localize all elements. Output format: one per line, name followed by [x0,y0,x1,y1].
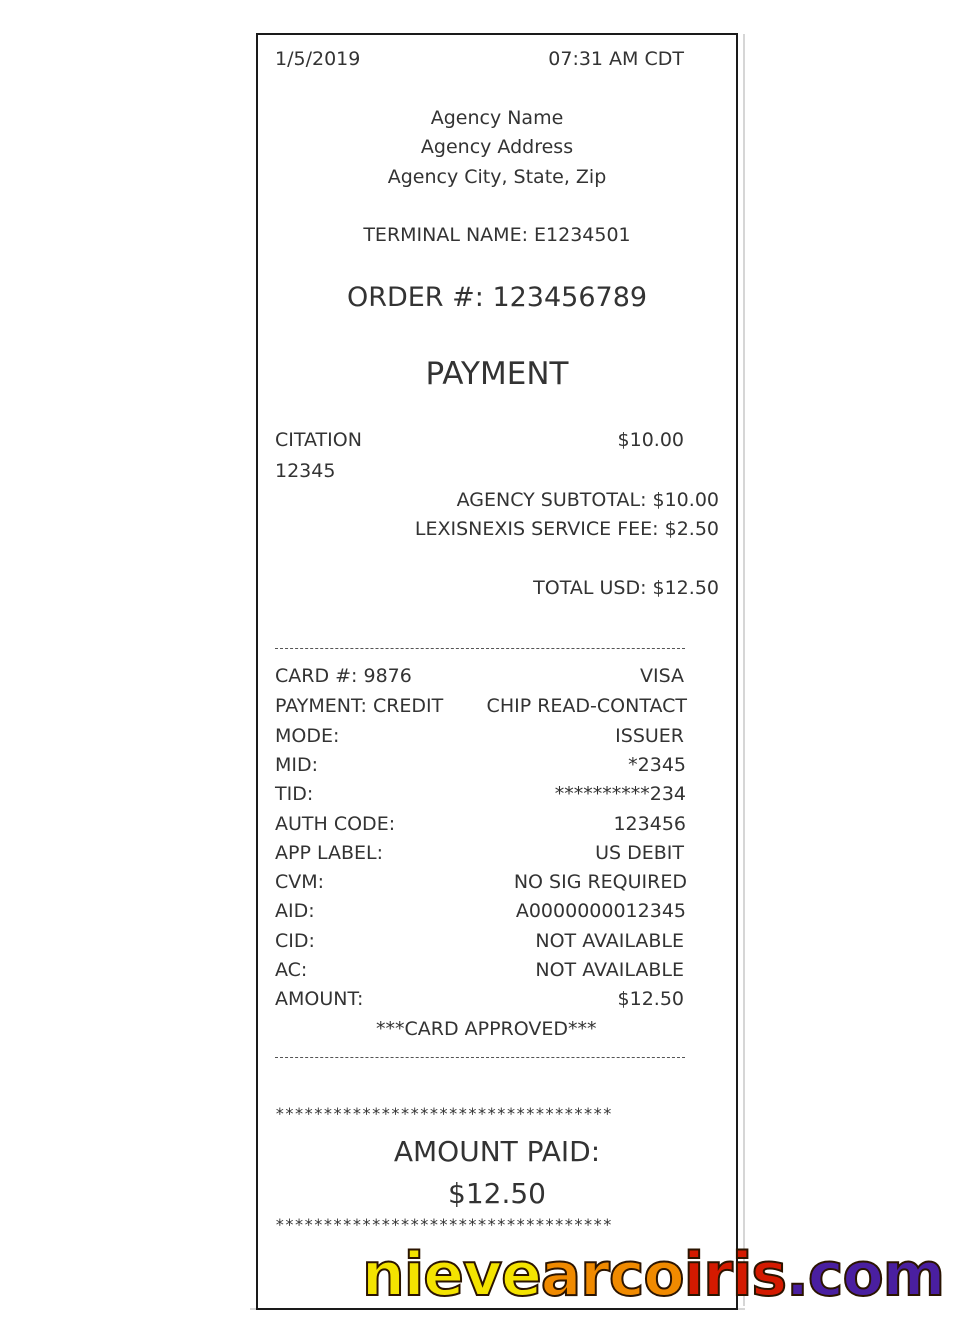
dashed-divider-top [275,648,685,649]
receipt-shadow-right [743,34,745,1306]
agency-name: Agency Name [430,107,564,129]
card-detail-label: AC: [275,959,308,981]
card-detail-value: *2345 [628,754,686,776]
card-detail-value: A0000000012345 [515,900,686,922]
card-detail-value: VISA [639,665,684,687]
star-rule-bottom: *********************************** [275,1216,613,1234]
agency-address: Agency Address [420,136,574,158]
receipt-time: 07:31 AM CDT [548,48,684,70]
card-detail-label: MID: [275,754,319,776]
card-detail-label: AUTH CODE: [275,813,396,835]
amount-paid-value: $12.50 [448,1177,546,1210]
payment-heading: PAYMENT [425,356,569,392]
line-item-label: CITATION [275,429,362,451]
line-item-amount: $10.00 [617,429,684,451]
dashed-divider-bottom [275,1057,685,1058]
receipt [256,33,738,1310]
receipt-date: 1/5/2019 [275,48,361,70]
star-rule-top: *********************************** [275,1105,613,1123]
card-detail-label: PAYMENT: CREDIT [275,695,444,717]
card-detail-label: CARD #: 9876 [275,665,412,687]
card-detail-label: TID: [275,783,314,805]
card-detail-value: $12.50 [617,988,684,1010]
card-detail-label: CID: [275,930,315,952]
total-usd: TOTAL USD: $12.50 [533,577,719,599]
card-detail-value: **********234 [554,783,686,805]
card-detail-label: MODE: [275,725,340,747]
card-detail-label: APP LABEL: [275,842,383,864]
card-detail-value: US DEBIT [595,842,684,864]
card-detail-label: CVM: [275,871,325,893]
watermark-logo: nievearcoiris.com [362,1240,945,1310]
card-detail-value: NOT AVAILABLE [535,959,684,981]
card-detail-value: ISSUER [615,725,684,747]
amount-paid-label: AMOUNT PAID: [393,1135,601,1168]
card-detail-value: CHIP READ-CONTACT [486,695,687,717]
agency-city-state-zip: Agency City, State, Zip [387,166,607,188]
line-item-number: 12345 [275,460,336,482]
card-detail-label: AID: [275,900,315,922]
card-detail-value: NOT AVAILABLE [535,930,684,952]
card-detail-value: NO SIG REQUIRED [513,871,687,893]
card-detail-label: AMOUNT: [275,988,364,1010]
card-detail-value: 123456 [613,813,686,835]
agency-subtotal: AGENCY SUBTOTAL: $10.00 [456,489,719,511]
service-fee: LEXISNEXIS SERVICE FEE: $2.50 [414,518,719,540]
card-approved-text: ***CARD APPROVED*** [376,1018,597,1040]
order-number: ORDER #: 123456789 [346,282,648,313]
terminal-name: TERMINAL NAME: E1234501 [363,224,631,246]
